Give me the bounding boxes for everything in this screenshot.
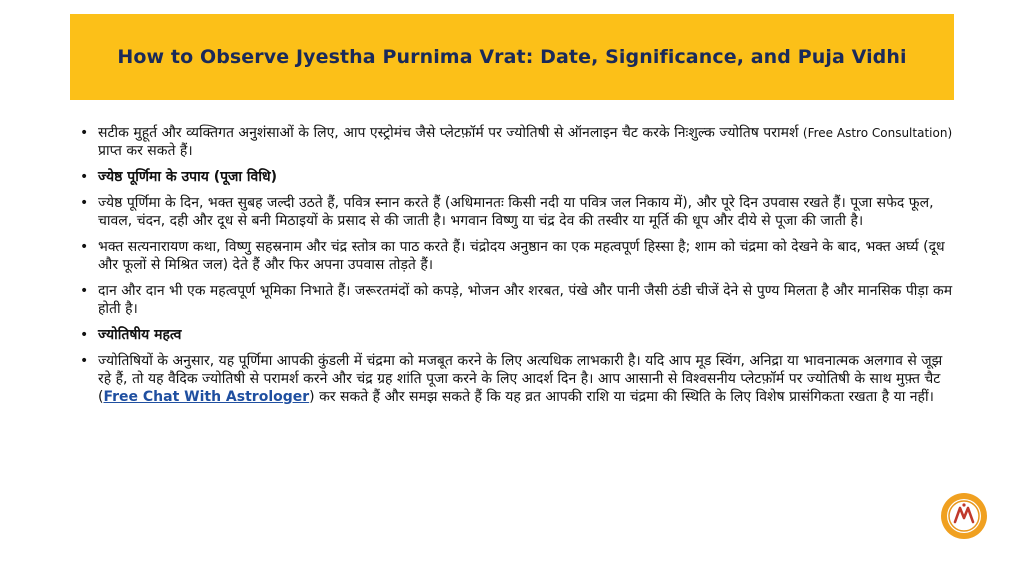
bullet-text-end: ) कर सकते हैं और समझ सकते हैं कि यह व्रत आपकी राशि या चंद्रमा की स्थिति के लिए विशेष प्रासंगिकता रखता है या नहीं।: [309, 389, 934, 405]
bullet-dot: •: [80, 195, 89, 211]
bullet-text: भक्त सत्यनारायण कथा, विष्णु सहस्रनाम और चंद्र स्तोत्र का पाठ करते हैं। चंद्रोदय अनुष्ठान का एक महत्वपूर्ण हिस्सा है; शाम को चंद्रमा को देखने के बाद, भक्त अर्घ्य (दूध और फूलों से मिश्रित जल) देते हैं और फिर अपना उपवास तोड़ते हैं।: [98, 239, 945, 273]
list-item: [78, 124, 958, 160]
bullet-text-end: प्राप्त कर सकते हैं।: [98, 143, 193, 159]
bullet-text: ज्योतिषियों के अनुसार, यह पूर्णिमा आपकी कुंडली में चंद्रमा को मजबूत करने के लिए अत्यधिक लाभकारी है। यदि आप मूड स्विंग, अनिद्रा या भावनात्मक अलगाव से जूझ रहे हैं, तो यह वैदिक ज्योतिषी से परामर्श करने और चंद्र ग्रह शांति पूजा करने के लिए आदर्श दिन है। आप आसानी से विश्वसनीय प्लेटफ़ॉर्म पर ज्योतिषी के साथ मुफ़्त चैट (: [98, 353, 943, 405]
list-item-heading: [78, 168, 958, 186]
bullet-list: [78, 124, 958, 406]
bullet-text: दान और दान भी एक महत्वपूर्ण भूमिका निभाते हैं। जरूरतमंदों को कपड़े, भोजन और शरबत, पंखे और पानी जैसी ठंडी चीजें देने से पुण्य मिलता है और मानसिक पीड़ा कम होती है।: [98, 283, 953, 317]
list-item: [78, 194, 958, 230]
bullet-text: सटीक मुहूर्त और व्यक्तिगत अनुशंसाओं के लिए, आप एस्ट्रोमंच जैसे प्लेटफ़ॉर्म पर ज्योतिषी से ऑनलाइन चैट करके निःशुल्क ज्योतिष परामर्श: [98, 125, 803, 141]
astromunch-logo-icon: [940, 492, 988, 540]
bullet-dot: •: [80, 125, 89, 141]
free-chat-link[interactable]: Free Chat With Astrologer: [103, 389, 310, 405]
bullet-dot: •: [80, 169, 89, 185]
title-banner: [70, 14, 954, 100]
bullet-dot: •: [80, 283, 89, 299]
logo-svg: [940, 492, 988, 540]
bullet-dot: •: [80, 353, 89, 369]
section-heading: ज्येष्ठ पूर्णिमा के उपाय (पूजा विधि): [98, 169, 277, 185]
bullet-text: ज्येष्ठ पूर्णिमा के दिन, भक्त सुबह जल्दी उठते हैं, पवित्र स्नान करते हैं (अधिमानतः किसी नदी या पवित्र जल निकाय में), और पूरे दिन उपवास रखते हैं। पूजा सफेद फूल, चावल, चंदन, दही और दूध से बनी मिठाइयों के प्रसाद से की जाती है। भगवान विष्णु या चंद्र देव की तस्वीर या मूर्ति की धूप और दीये से पूजा की जाती है।: [98, 195, 934, 229]
list-item-heading: [78, 326, 958, 344]
section-heading: ज्योतिषीय महत्व: [98, 327, 182, 343]
list-item: [78, 352, 958, 406]
list-item: [78, 238, 958, 274]
bullet-paren-text: (Free Astro Consultation): [802, 126, 953, 140]
bullet-dot: •: [80, 239, 89, 255]
list-item: [78, 282, 958, 318]
page-title: How to Observe Jyestha Purnima Vrat: Date, Significance, and Puja Vidhi: [117, 46, 907, 68]
content-area: [78, 124, 958, 414]
bullet-dot: •: [80, 327, 89, 343]
